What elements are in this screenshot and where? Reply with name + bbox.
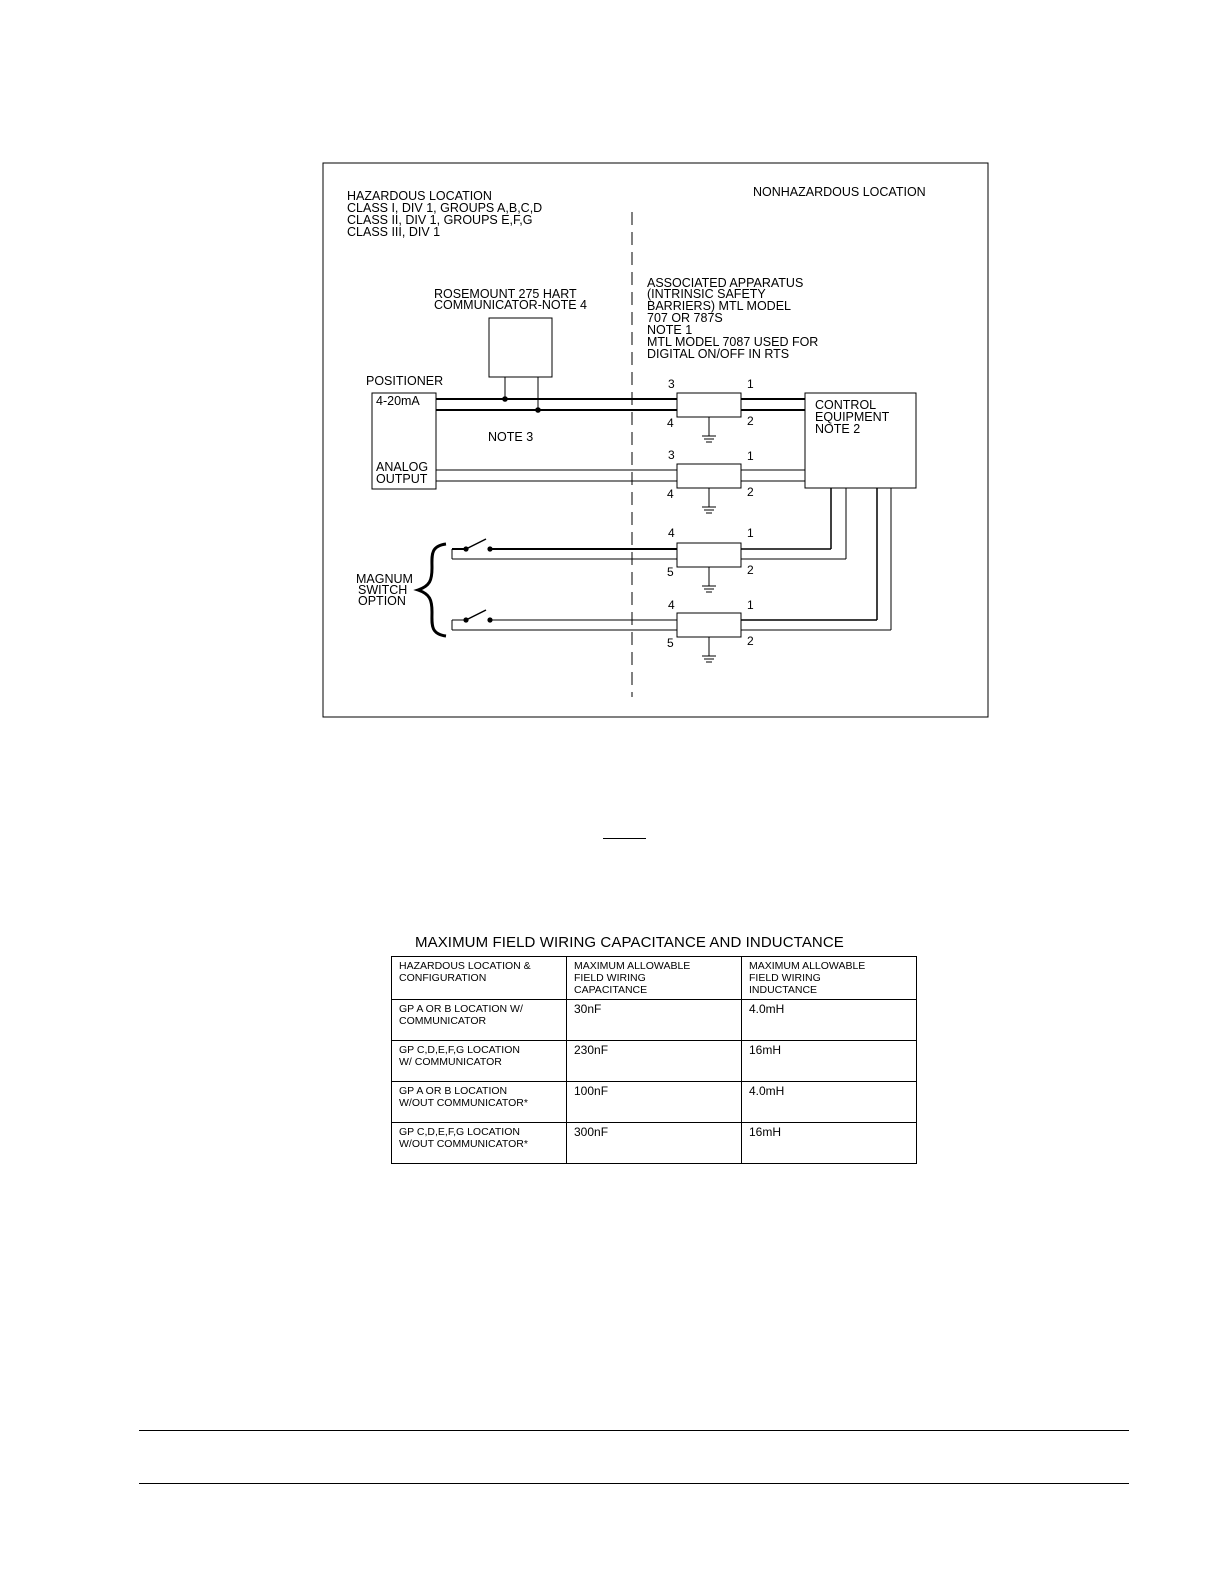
row-4-inductance: 16mH xyxy=(742,1123,917,1164)
barrier-4-terminal-tr: 1 xyxy=(747,598,754,612)
apparatus-line-4: 707 OR 787S xyxy=(647,311,723,325)
switch-option-label-1: MAGNUM xyxy=(356,572,413,586)
row-3-capacitance: 100nF xyxy=(567,1082,742,1123)
row-1-inductance: 4.0mH xyxy=(742,1000,917,1041)
signal-label: 4-20mA xyxy=(376,394,420,408)
barrier-3-terminal-br: 2 xyxy=(747,563,754,577)
short-rule xyxy=(603,838,646,839)
control-equipment-label-3: NOTE 2 xyxy=(815,422,861,436)
row-2-location: GP C,D,E,F,G LOCATION W/ COMMUNICATOR xyxy=(392,1041,567,1082)
switch-option-label-3: OPTION xyxy=(358,594,406,608)
header-capacitance-line-1: MAXIMUM ALLOWABLE xyxy=(574,960,691,972)
apparatus-line-5: NOTE 1 xyxy=(647,323,693,337)
barrier-4-terminal-tl: 4 xyxy=(668,598,675,612)
analog-output-label-2: OUTPUT xyxy=(376,472,428,486)
header-capacitance xyxy=(567,957,742,1000)
hazardous-location-title: HAZARDOUS LOCATION xyxy=(347,189,492,203)
positioner-label: POSITIONER xyxy=(366,374,444,388)
communicator-label-2: COMMUNICATOR-NOTE 4 xyxy=(434,298,588,312)
communicator-box xyxy=(489,318,552,377)
apparatus-line-2: (INTRINSIC SAFETY xyxy=(647,287,766,301)
diagram-frame xyxy=(323,163,988,717)
barrier-1 xyxy=(667,377,754,442)
hazardous-class-line-2: CLASS II, DIV 1, GROUPS E,F,G xyxy=(347,213,533,227)
barrier-1-terminal-tr: 1 xyxy=(747,377,754,391)
footer-rule-top xyxy=(139,1430,1129,1431)
switch-option-label-2: SWITCH xyxy=(358,583,408,597)
table-row xyxy=(392,1041,917,1082)
barrier-3 xyxy=(667,526,754,592)
table-row xyxy=(392,1123,917,1164)
hazardous-class-line-3: CLASS III, DIV 1 xyxy=(347,225,441,239)
table-title: MAXIMUM FIELD WIRING CAPACITANCE AND INDUCTANCE xyxy=(415,934,844,951)
apparatus-line-3: BARRIERS) MTL MODEL xyxy=(647,299,792,313)
barrier-2-terminal-tr: 1 xyxy=(747,449,754,463)
wiring-spec-table xyxy=(391,956,917,1164)
row-2-inductance: 16mH xyxy=(742,1041,917,1082)
header-location-line-1: HAZARDOUS LOCATION & xyxy=(399,960,531,972)
row-3-inductance: 4.0mH xyxy=(742,1082,917,1123)
barrier-4-terminal-br: 2 xyxy=(747,634,754,648)
apparatus-line-7: DIGITAL ON/OFF IN RTS xyxy=(647,347,790,361)
table-header-row xyxy=(392,957,917,1000)
header-inductance-line-1: MAXIMUM ALLOWABLE xyxy=(749,960,866,972)
header-inductance xyxy=(742,957,917,1000)
row-3-location: GP A OR B LOCATION W/OUT COMMUNICATOR* xyxy=(392,1082,567,1123)
header-location xyxy=(392,957,567,1000)
hazardous-class-line-1: CLASS I, DIV 1, GROUPS A,B,C,D xyxy=(347,201,543,215)
row-4-location: GP C,D,E,F,G LOCATION W/OUT COMMUNICATOR* xyxy=(392,1123,567,1164)
barrier-2 xyxy=(667,448,754,513)
note3-label: NOTE 3 xyxy=(488,430,534,444)
header-capacitance-line-3: CAPACITANCE xyxy=(574,984,648,996)
footer-rule-bottom xyxy=(139,1483,1129,1484)
table-row xyxy=(392,1000,917,1041)
row-2-capacitance: 230nF xyxy=(567,1041,742,1082)
communicator-label-1: ROSEMOUNT 275 HART xyxy=(434,287,577,301)
switch-brace-icon xyxy=(418,544,446,636)
barrier-4-terminal-bl: 5 xyxy=(667,636,674,650)
barrier-2-terminal-br: 2 xyxy=(747,485,754,499)
barrier-1-terminal-tl: 3 xyxy=(668,377,675,391)
barrier-2-terminal-bl: 4 xyxy=(667,487,674,501)
barrier-1-terminal-bl: 4 xyxy=(667,416,674,430)
apparatus-line-1: ASSOCIATED APPARATUS xyxy=(647,276,804,290)
row-4-capacitance: 300nF xyxy=(567,1123,742,1164)
barrier-2-terminal-tl: 3 xyxy=(668,448,675,462)
apparatus-line-6: MTL MODEL 7087 USED FOR xyxy=(647,335,819,349)
wiring-diagram xyxy=(0,0,1224,760)
barrier-3-terminal-tr: 1 xyxy=(747,526,754,540)
header-capacitance-line-2: FIELD WIRING xyxy=(574,972,646,984)
header-inductance-line-2: FIELD WIRING xyxy=(749,972,821,984)
row-1-capacitance: 30nF xyxy=(567,1000,742,1041)
barrier-3-terminal-tl: 4 xyxy=(668,526,675,540)
barrier-3-terminal-bl: 5 xyxy=(667,565,674,579)
control-equipment-label-1: CONTROL xyxy=(815,398,877,412)
row-1-location: GP A OR B LOCATION W/ COMMUNICATOR xyxy=(392,1000,567,1041)
analog-output-label-1: ANALOG xyxy=(376,460,429,474)
nonhazardous-location-title: NONHAZARDOUS LOCATION xyxy=(753,185,926,199)
header-inductance-line-3: INDUCTANCE xyxy=(749,984,818,996)
header-location-line-2: CONFIGURATION xyxy=(399,972,487,984)
barrier-4 xyxy=(667,598,754,662)
control-equipment-label-2: EQUIPMENT xyxy=(815,410,890,424)
table-row xyxy=(392,1082,917,1123)
barrier-1-terminal-br: 2 xyxy=(747,414,754,428)
